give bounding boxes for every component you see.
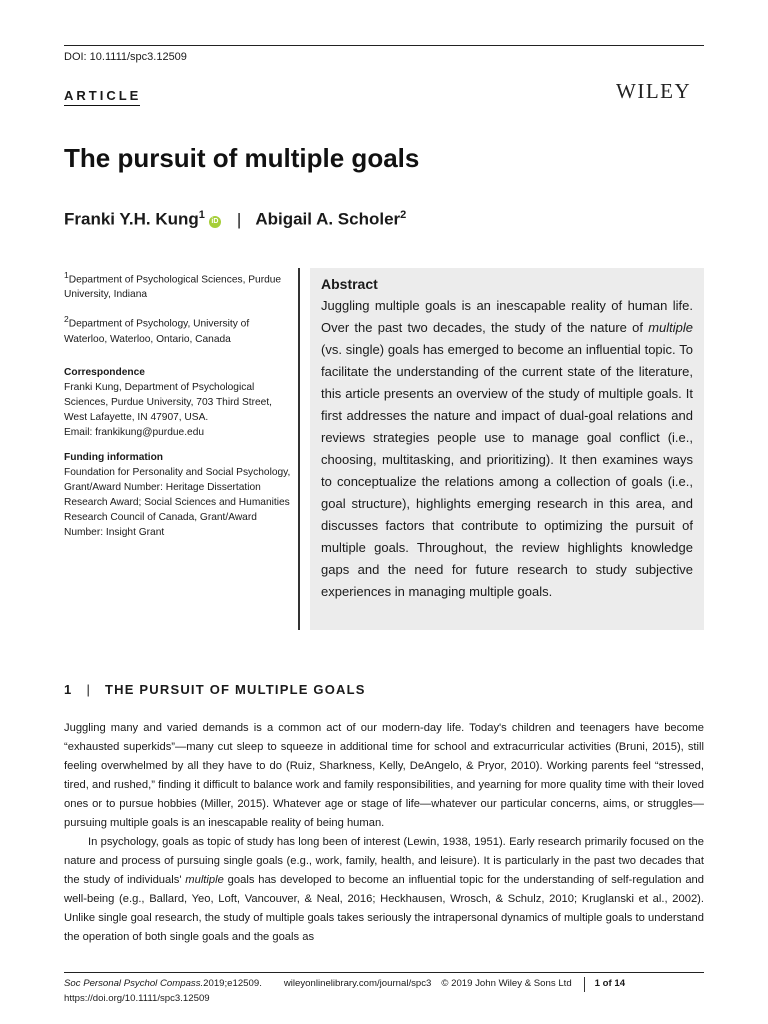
author-info-column bbox=[64, 268, 294, 550]
abstract-heading: Abstract bbox=[321, 276, 378, 292]
page-title: The pursuit of multiple goals bbox=[64, 143, 420, 173]
orcid-icon[interactable]: iD bbox=[209, 216, 221, 228]
article-label-underline bbox=[64, 105, 140, 106]
author-name: Abigail A. Scholer bbox=[255, 209, 401, 229]
page-number: 1 of 14 bbox=[594, 978, 626, 989]
footer-rule bbox=[64, 972, 704, 973]
author-affiliation-sup: 1 bbox=[198, 209, 205, 221]
doi-label: DOI: 10.1111/spc3.12509 bbox=[64, 51, 187, 63]
abstract-box bbox=[310, 268, 704, 630]
correspondence-email[interactable]: Email: frankikung@purdue.edu bbox=[64, 426, 205, 438]
publisher-logo: WILEY bbox=[616, 79, 692, 103]
header-rule bbox=[64, 45, 704, 46]
abstract-text-emphasis: multiple bbox=[648, 320, 693, 335]
section-title: THE PURSUIT OF MULTIPLE GOALS bbox=[105, 682, 366, 697]
body-text-part: goals has developed to become an influential topic for the understanding of self-regulation and well-being (e.g., Ballard, Yeo, Loft, Vancouver, & Neal, 2016; Heckhausen, Wrosch, & Schulz, 2010; Kruglanski et al., 2002). Unlike single goal research, the study of multiple goals takes seriously the intrapersonal dynamics of multiple goals to understand the operation of both single goals and the goals as bbox=[64, 874, 704, 943]
section-number: 1 bbox=[64, 682, 73, 697]
affiliation-sup: 1 bbox=[64, 270, 69, 280]
funding-heading: Funding information bbox=[64, 451, 164, 463]
correspondence-text: Franki Kung, Department of Psychological Sciences, Purdue University, 703 Third Street, West Lafayette, IN 47907, USA. bbox=[64, 381, 272, 423]
body-text-emphasis: multiple bbox=[185, 874, 224, 886]
footer-citation: 2019;e12509. bbox=[203, 978, 262, 989]
abstract-text bbox=[321, 295, 693, 603]
footer-doi-link[interactable]: https://doi.org/10.1111/spc3.12509 bbox=[64, 993, 210, 1004]
footer-website-link[interactable]: wileyonlinelibrary.com/journal/spc3 bbox=[283, 978, 432, 989]
affiliation bbox=[64, 312, 294, 346]
page-footer bbox=[64, 977, 704, 1006]
article-type-label: ARTICLE bbox=[64, 88, 142, 103]
section-separator: | bbox=[86, 682, 92, 697]
author-separator: | bbox=[236, 209, 242, 229]
footer-divider bbox=[584, 977, 585, 992]
affiliation-text: Department of Psychology, University of Waterloo, Waterloo, Ontario, Canada bbox=[64, 318, 250, 345]
abstract-divider bbox=[298, 268, 300, 630]
body-text-part: In psychology, goals as topic of study has long been of interest (Lewin, 1938, 1951). Early research primarily focused on the nature and process of pursuing single goals (e.g., work, family, health, and leisure). It is particularly in the past two decades that the study of individuals' bbox=[64, 836, 704, 886]
body-text bbox=[64, 719, 704, 947]
affiliation bbox=[64, 268, 294, 302]
body-paragraph bbox=[64, 833, 704, 947]
section-heading bbox=[64, 682, 366, 697]
affiliation-text: Department of Psychological Sciences, Purdue University, Indiana bbox=[64, 274, 282, 301]
funding-text: Foundation for Personality and Social Psychology, Grant/Award Number: Heritage Dissertation Research Award; Social Sciences and Humanities Research Council of Canada, Grant/Award Number: Insight Grant bbox=[64, 466, 291, 538]
author-name: Franki Y.H. Kung bbox=[64, 209, 199, 229]
author-affiliation-sup: 2 bbox=[400, 209, 407, 221]
affiliation-sup: 2 bbox=[64, 314, 69, 325]
correspondence-heading: Correspondence bbox=[64, 366, 145, 378]
footer-journal: Soc Personal Psychol Compass. bbox=[64, 978, 204, 989]
abstract-text-part: Juggling multiple goals is an inescapable reality of human life. Over the past two decades, the study of the nature of bbox=[321, 298, 693, 335]
footer-copyright: © 2019 John Wiley & Sons Ltd bbox=[441, 978, 572, 989]
body-paragraph: Juggling many and varied demands is a common act of our modern-day life. Today's children and teenagers have become “exhausted superkids”—many cut sleep to squeeze in additional time for school and extracurricular activities (Bruni, 2015), still feeling overwhelmed by all they have to do (Ruiz, Sharkness, Kelly, DeAngelo, & Pryor, 2010). Working parents feel “stressed, tired, and rushed,” finding it difficult to balance work and family responsibilities, and yearning for more quality time with their loved ones or to pursue hobbies (Miller, 2015). Whatever age or stage of life—whatever our particular concerns, aims, or struggles—pursuing multiple goals is an inescapable reality of being human. bbox=[64, 722, 704, 829]
author-list bbox=[64, 209, 406, 230]
abstract-text-part: (vs. single) goals has emerged to become an influential topic. To facilitate the understanding of the current state of the literature, this article presents an overview of the study of multiple goals. It first addresses the nature and impact of dual-goal relations and reviews strategies people use to manage goal conflict (i.e., choosing, multitasking, and prioritizing). It then examines ways to conceptualize the relations among a collection of goals (i.e., goal structure), highlights emerging research in this area, and discusses factors that contribute to optimizing the pursuit of multiple goals. Throughout, the review highlights knowledge gaps and the need for future research to study subjective experiences in managing multiple goals. bbox=[321, 342, 693, 599]
